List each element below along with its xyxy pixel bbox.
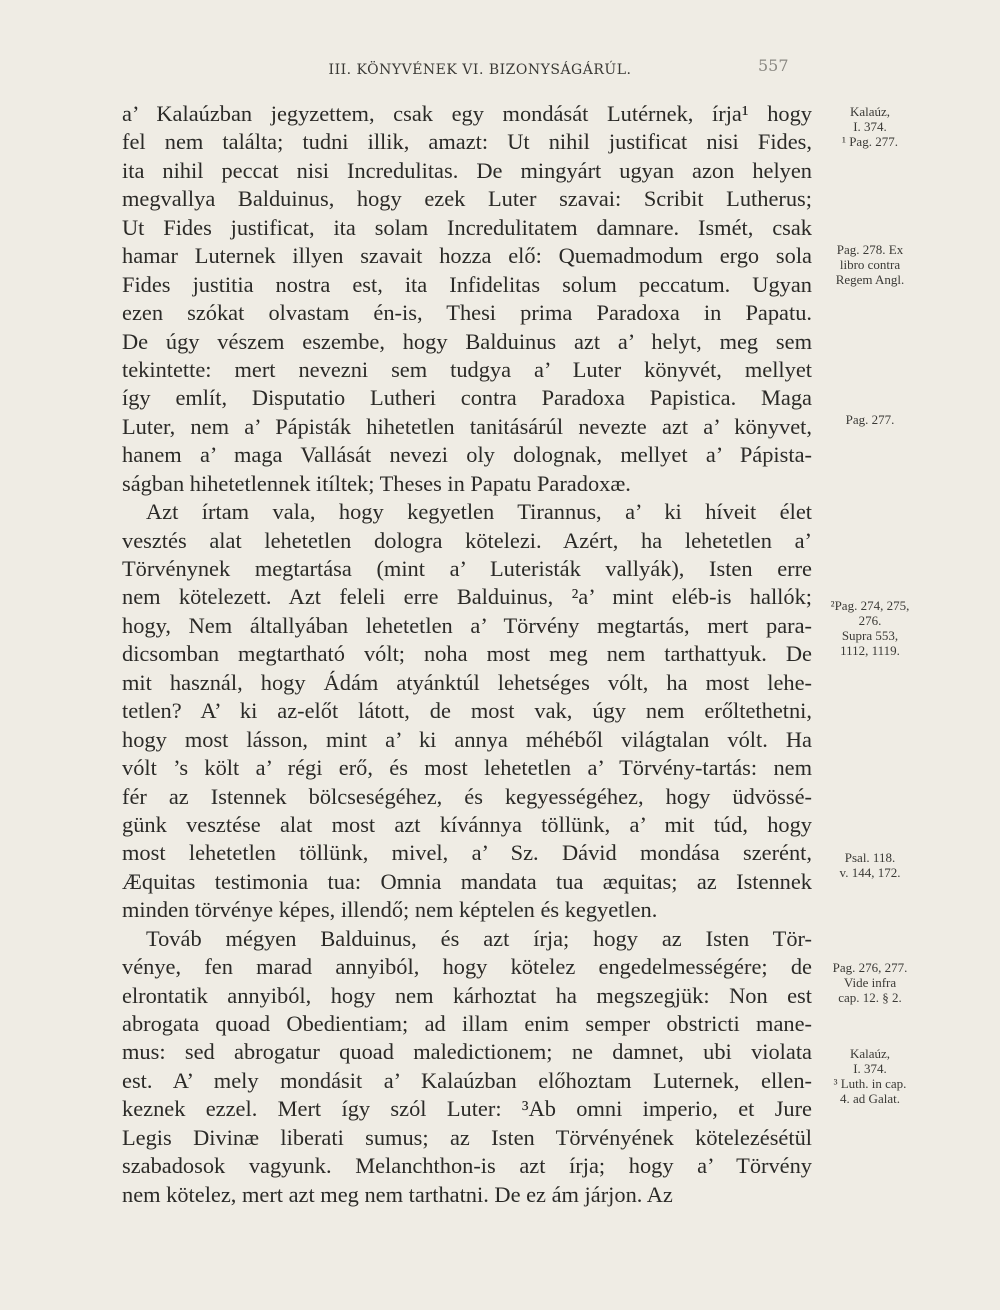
text-line: Ut Fides justificat, ita solam Incredulitatem damnare. Ismét, csak: [122, 214, 812, 240]
margin-note-line: Regem Angl.: [835, 272, 905, 287]
margin-note-line: Pag. 276, 277.: [832, 960, 908, 975]
text-line: vólt ’s költ a’ régi erő, és most lehetetlen a’ Törvény-tartás: nem: [122, 755, 812, 781]
text-line: est. A’ mely mondásit a’ Kalaúzban előhoztam Luternek, ellen-: [122, 1067, 812, 1093]
margin-note: [816, 412, 924, 427]
text-line: megvallya Balduinus, hogy ezek Luter szavai: Scribit Lutherus;: [122, 186, 812, 212]
margin-note: [816, 1046, 924, 1106]
margin-note-line: Kalaúz,: [849, 1046, 891, 1061]
text-line: így említ, Disputatio Lutheri contra Paradoxa Papistica. Maga: [122, 385, 812, 411]
margin-note-line: 276.: [858, 613, 882, 628]
text-line: hamar Luternek illyen szavait hozza elő: Quemadmodum ergo sola: [122, 243, 812, 269]
text-line: De úgy vészem eszembe, hogy Balduinus azt a’ helyt, meg sem: [122, 328, 812, 354]
margin-note-line: I. 374.: [853, 119, 887, 134]
text-line: most lehetetlen töllünk, mivel, a’ Sz. Dávid mondása szerént,: [122, 840, 812, 866]
margin-note: [816, 104, 924, 149]
margin-note-line: ¹ Pag. 277.: [842, 134, 898, 149]
text-line: abrogata quoad Obedientiam; ad illam enim semper obstricti mane-: [122, 1011, 812, 1036]
margin-note: [816, 850, 924, 880]
text-line: nem kötelez, mert azt meg nem tarthatni. De ez ám járjon. Az: [122, 1181, 673, 1207]
margin-note: [816, 242, 924, 287]
running-title: III. KÖNYVÉNEK VI. BIZONYSÁGÁRÚL.: [328, 62, 632, 78]
margin-note-line: I. 374.: [853, 1061, 887, 1076]
text-line: Luter, nem a’ Pápisták hihetetlen tanitásárúl nevezte azt a’ könyvet,: [122, 413, 812, 439]
text-line: Æquitas testimonia tua: Omnia mandata tua æquitas; az Istennek: [122, 868, 812, 894]
text-line: Azt írtam vala, hogy kegyetlen Tirannus, a’ ki híveit élet: [146, 499, 812, 525]
text-line: hanem a’ maga Vallását nevezi oly dolognak, mellyet a’ Pápista-: [122, 442, 812, 468]
margin-note-line: libro contra: [839, 257, 901, 272]
text-line: ezen szókat olvastam én-is, Thesi prima Paradoxa in Papatu.: [122, 300, 812, 326]
text-line: vesztés alat lehetetlen dologra kötelezi. Azért, ha lehetetlen a’: [122, 527, 812, 553]
text-line: nem kötelezett. Azt feleli erre Balduinus, ²a’ mint eléb-is hallók;: [122, 584, 812, 610]
text-line: fér az Istennek bölcseségéhez, és kegyességéhez, hogy üdvössé-: [122, 783, 812, 809]
margin-note-line: Pag. 278. Ex: [836, 242, 904, 257]
text-line: mus: sed abrogatur quoad maledictionem; ne damnet, ubi violata: [122, 1039, 812, 1065]
text-line: tetlen? A’ ki az-előt látott, de most vak, úgy nem erőltethetni,: [122, 698, 812, 724]
margin-note-line: Pag. 277.: [845, 412, 895, 427]
text-line: tekintette: mert nevezni sem tudgya a’ Luter könyvét, mellyet: [122, 356, 812, 382]
margin-note-line: Supra 553,: [841, 628, 899, 643]
text-line: elrontatik annyiból, hogy nem kárhoztat ha megszegjük: Non est: [122, 982, 812, 1008]
text-line: vénye, fen marad annyiból, hogy kötelez engedelmességére; de: [122, 954, 812, 980]
margin-note-line: v. 144, 172.: [839, 865, 901, 880]
margin-note-line: ²Pag. 274, 275,: [830, 598, 910, 613]
page-number: 557: [758, 56, 789, 75]
margin-note: [816, 960, 924, 1005]
text-line: Törvénynek megtartása (mint a’ Luteristák vallyák), Isten erre: [122, 556, 812, 581]
text-line: a’ Kalaúzban jegyzettem, csak egy mondását Lutérnek, írja¹ hogy: [122, 101, 812, 126]
text-line: hogy, Nem általlyában lehetetlen a’ Törvény megtartás, mert para-: [122, 612, 812, 638]
text-line: mit használ, hogy Ádám atyánktúl lehetséges vólt, ha most lehe-: [122, 669, 812, 695]
text-line: keznek ezzel. Mert így szól Luter: ³Ab omni imperio, et Jure: [122, 1096, 812, 1122]
text-line: hogy most lásson, mint a’ ki annya méhéből világtalan vólt. Ha: [122, 726, 812, 752]
text-line: fel nem találta; tudni illik, amazt: Ut nihil justificat nisi Fides,: [122, 129, 812, 155]
margin-note-line: 1112, 1119.: [840, 643, 900, 658]
margin-note-line: Psal. 118.: [844, 850, 896, 865]
text-line: günk vesztése alat most azt kívánnya töllünk, a’ mit túd, hogy: [122, 811, 812, 837]
text-line: Fides justitia nostra est, ita Infidelitas solum peccatum. Ugyan: [122, 271, 812, 297]
text-line: szabadosok vagyunk. Melanchthon-is azt írja; hogy a’ Törvény: [122, 1153, 812, 1179]
margin-note-line: Vide infra: [843, 975, 897, 990]
text-line: Továb mégyen Balduinus, és azt írja; hogy az Isten Tör-: [146, 925, 812, 951]
body-text: [122, 100, 812, 1209]
text-line: dicsomban megtartható vólt; noha most meg nem tarthattyuk. De: [122, 641, 812, 667]
text-line: ságban hihetetlennek itíltek; Theses in Papatu Paradoxæ.: [122, 470, 631, 496]
text-line: ita nihil peccat nisi Incredulitas. De mingyárt ugyan azon helyen: [122, 157, 812, 183]
margin-note-line: ³ Luth. in cap.: [833, 1076, 907, 1091]
margin-note-line: cap. 12. § 2.: [838, 990, 902, 1005]
margin-note-line: Kalaúz,: [849, 104, 891, 119]
text-line: minden törvénye képes, illendő; nem képtelen és kegyetlen.: [122, 897, 658, 923]
text-line: Legis Divinæ liberati sumus; az Isten Törvényének kötelezésétül: [122, 1124, 812, 1150]
margin-note: [816, 598, 924, 658]
margin-note-line: 4. ad Galat.: [840, 1091, 900, 1106]
